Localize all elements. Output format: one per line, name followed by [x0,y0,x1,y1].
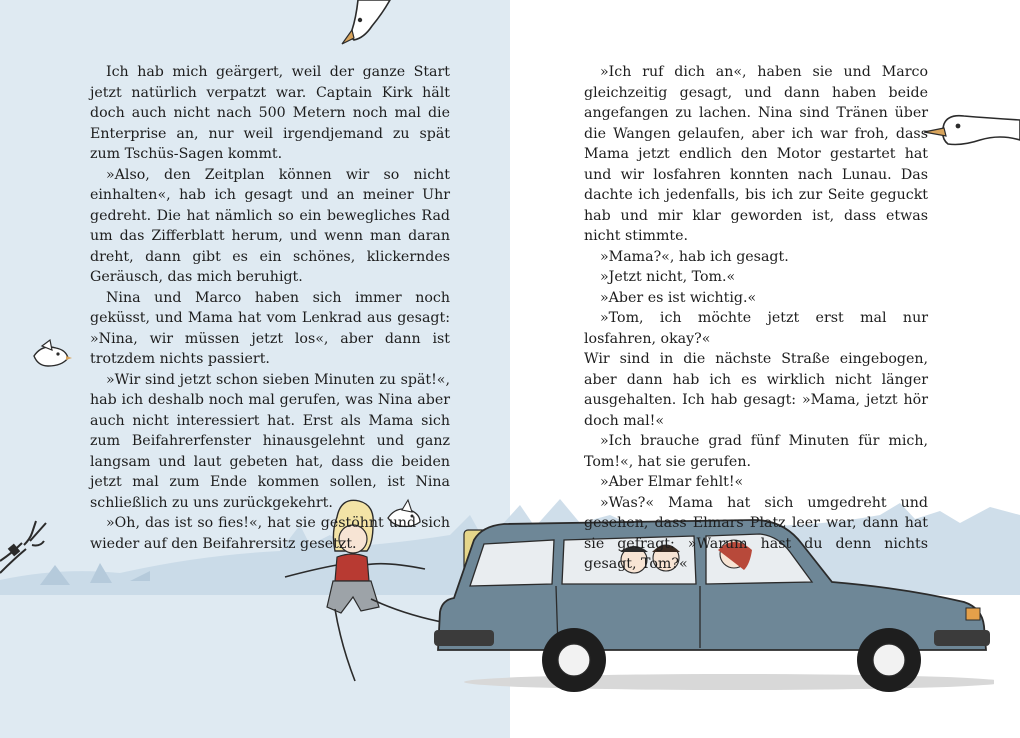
paragraph: Nina und Marco haben sich immer noch geküsst, und Mama hat vom Lenkrad aus gesagt: »Nina, wir müssen jetzt los«, aber dann ist trotzdem nichts passiert. [90,289,450,367]
paragraph: Ich hab mich geärgert, weil der ganze Start jetzt natürlich verpatzt war. Captain Kirk hält doch auch nicht nach 500 Metern noch mal die Enterprise an, nur weil irgendjemand zu spät zum Tschüs-Sagen kommt. [90,64,450,162]
paragraph: »Jetzt nicht, Tom.« [600,269,736,285]
paragraph: »Tom, ich möchte jetzt erst mal nur losfahren, okay?« [584,310,928,347]
paragraph: »Aber Elmar fehlt!« [600,474,744,490]
paragraph: Wir sind in die nächste Straße eingebogen, aber dann hab ich es wirklich nicht länger ausgehalten. Ich hab gesagt: »Mama, jetzt hör doch mal!« [584,351,928,429]
left-page-text [90,62,450,554]
paragraph: »Ich brauche grad fünf Minuten für mich, Tom!«, hat sie gerufen. [584,433,928,470]
right-page-text [584,62,928,575]
paragraph: »Ich ruf dich an«, haben sie und Marco gleichzeitig gesagt, und dann haben beide angefangen zu lachen. Nina sind Tränen über die Wangen gelaufen, aber ich war froh, dass Mama jetzt endlich den Motor gestartet hat und wir losfahren konnten nach Lunau. Das dachte ich jedenfalls, bis ich zur Seite geguckt hab und mir klar geworden ist, dass etwas nicht stimmte. [584,64,928,244]
paragraph: »Wir sind jetzt schon sieben Minuten zu spät!«, hab ich deshalb noch mal gerufen, was Nina aber auch nicht interessiert hat. Erst als Mama sich zum Beifahrerfenster hinausgelehnt und ganz langsam und laut gebeten hat, dass die beiden jetzt mal zum Ende kommen sollen, ist Nina schließlich zu uns zurückgekehrt. [90,371,450,511]
waving-hand-illustration [0,515,56,575]
seagull-right-illustration [918,110,1020,156]
seagull-top-illustration [338,0,398,48]
small-bird-left-illustration [28,338,72,372]
paragraph: »Was?« Mama hat sich umgedreht und gesehen, dass Elmars Platz leer war, dann hat sie gefragt: »Warum hast du denn nichts gesagt, Tom?« [584,494,928,572]
paragraph: »Oh, das ist so fies!«, hat sie gestöhnt und sich wieder auf den Beifahrersitz gesetzt. [90,515,450,552]
paragraph: »Mama?«, hab ich gesagt. [600,248,789,265]
paragraph: »Also, den Zeitplan können wir so nicht einhalten«, hab ich gesagt und an meiner Uhr gedreht. Die hat nämlich so ein bewegliches Rad um das Zifferblatt herum, und wenn man daran dreht, dann gibt es ein schönes, klickerndes Geräusch, das mich beruhigt. [90,166,450,285]
paragraph: »Aber es ist wichtig.« [600,289,757,306]
